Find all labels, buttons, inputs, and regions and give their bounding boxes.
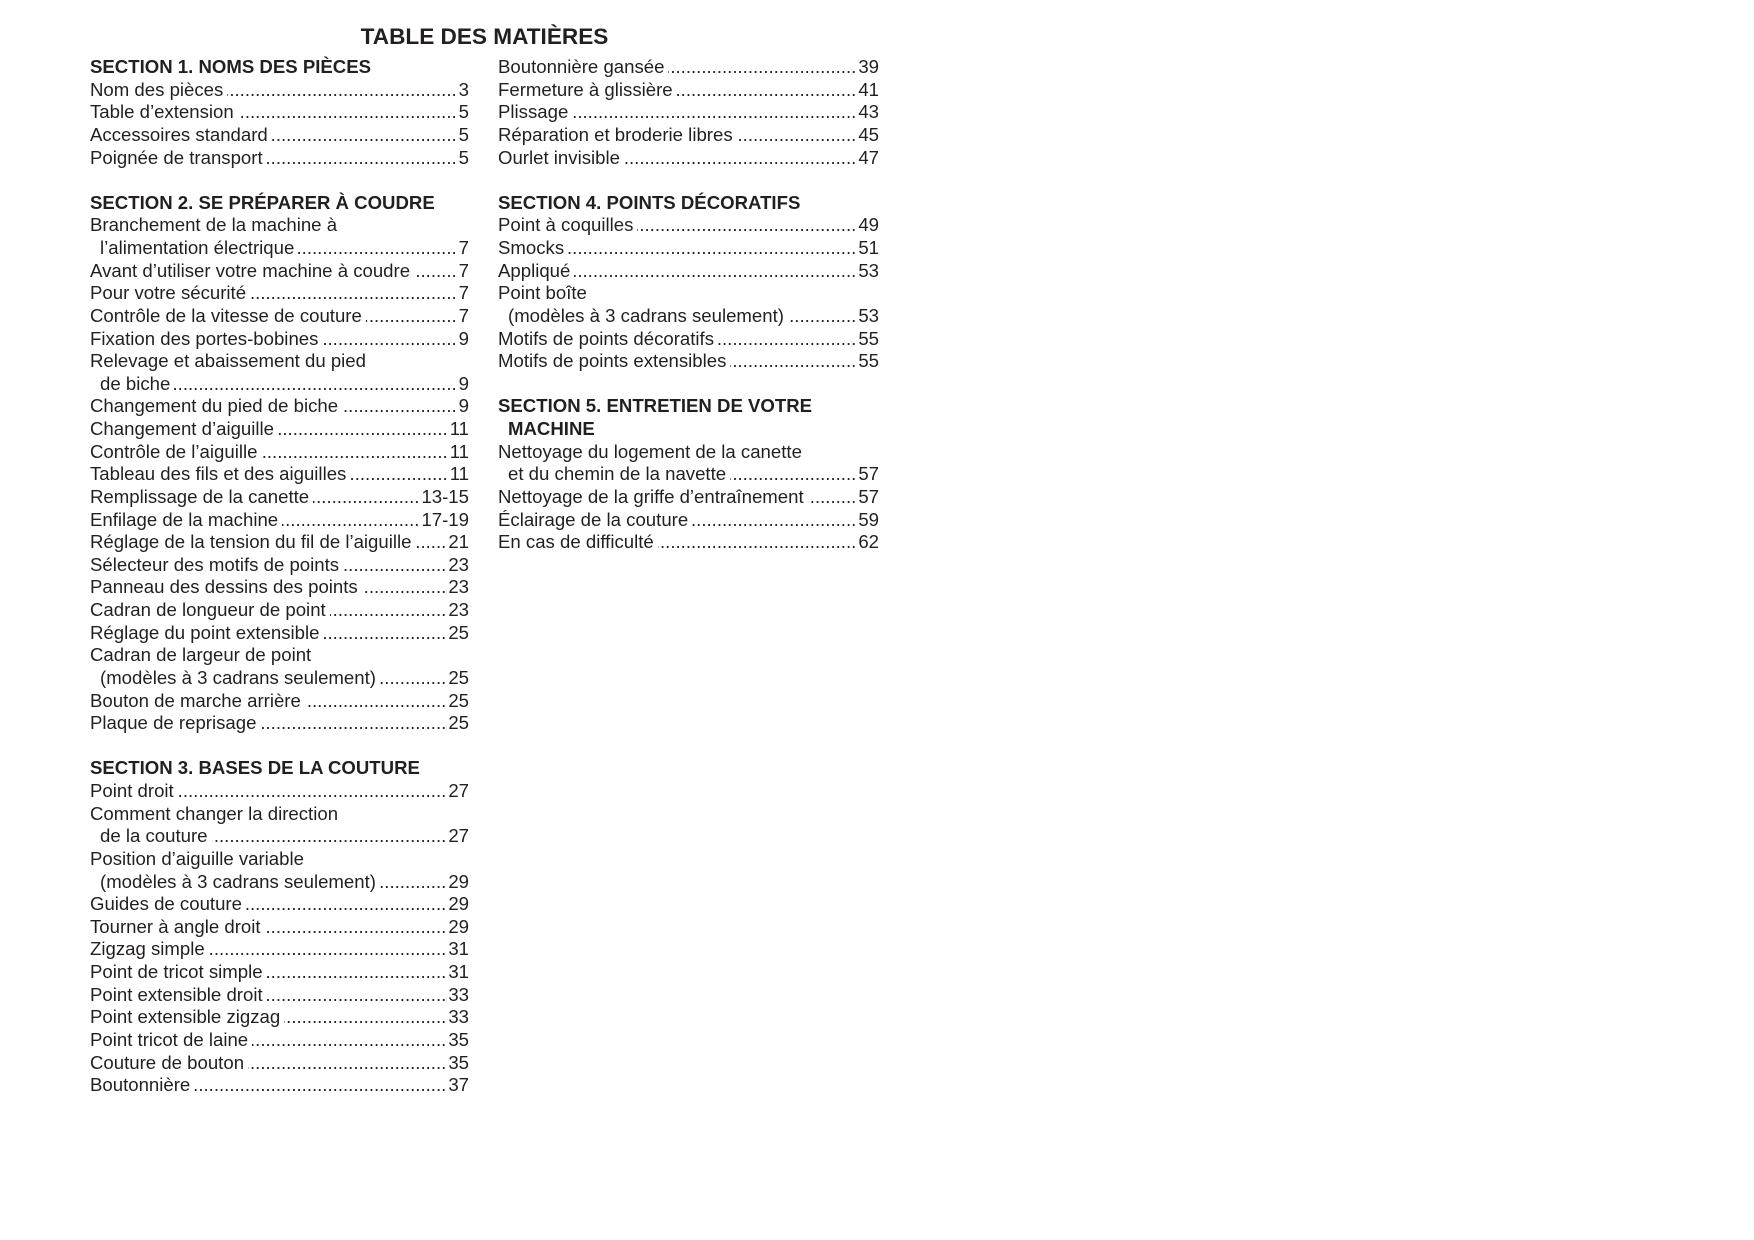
page-number: 23 — [448, 599, 469, 620]
toc-entry-line — [498, 260, 879, 283]
entry-title: Enfilage de la machine — [90, 508, 279, 530]
page-number: 55 — [858, 350, 879, 372]
page-number: 51 — [858, 237, 879, 258]
dot-leader — [330, 599, 447, 622]
page-number: 9 — [458, 327, 469, 349]
toc-entry — [90, 712, 469, 735]
toc-entry-line — [498, 214, 879, 237]
section-heading: SECTION 5. ENTRETIEN DE VOTRE — [498, 395, 813, 417]
page-number: 43 — [858, 101, 879, 123]
toc-entry-line — [90, 373, 469, 396]
page-number: 11 — [449, 463, 469, 485]
toc-entry — [90, 101, 469, 124]
toc-entry — [90, 554, 469, 577]
toc-entry — [498, 260, 879, 283]
dot-leader — [668, 56, 856, 79]
toc-entry-line — [90, 916, 469, 939]
toc-entry — [90, 1029, 469, 1052]
toc-entry — [498, 328, 879, 351]
entry-title: Bouton de marche arrière — [90, 689, 301, 711]
toc-entry-line — [498, 101, 879, 124]
page-number: 13-15 — [421, 485, 469, 507]
toc-entry — [498, 531, 879, 554]
page-number: 49 — [858, 214, 879, 236]
toc-entry-line — [90, 463, 469, 486]
toc-entry-line — [498, 237, 879, 260]
toc-entry-line — [90, 961, 469, 984]
dot-leader — [322, 328, 456, 351]
toc-entry — [90, 463, 469, 486]
page-number: 5 — [458, 123, 469, 145]
toc-entry — [90, 576, 469, 599]
toc-entry — [90, 260, 469, 283]
dot-leader — [313, 486, 419, 509]
entry-title: Table d’extension — [90, 101, 234, 123]
dot-leader — [737, 124, 857, 147]
dot-leader — [572, 101, 856, 124]
page-number: 21 — [448, 531, 469, 553]
dot-leader — [677, 79, 857, 102]
dot-leader — [238, 101, 457, 124]
toc-entry — [90, 124, 469, 147]
entry-title: Point boîte — [498, 282, 587, 304]
entry-title: Nettoyage de la griffe d’entraînement — [498, 485, 804, 507]
page-number: 9 — [458, 372, 469, 394]
entry-title: Pour votre sécurité — [90, 282, 247, 304]
table-of-contents — [90, 56, 879, 1156]
dot-leader — [261, 441, 447, 464]
entry-title: Point extensible zigzag — [90, 1006, 281, 1028]
page-number: 11 — [449, 418, 469, 439]
section-heading: SECTION 4. POINTS DÉCORATIFS — [498, 191, 801, 213]
toc-entry-line — [90, 328, 469, 351]
toc-entry-line — [90, 871, 469, 894]
dot-leader — [298, 237, 456, 260]
toc-entry-line — [90, 441, 469, 464]
entry-title: Smocks — [498, 237, 565, 258]
dot-leader — [343, 554, 446, 577]
entry-title: (modèles à 3 cadrans seulement) — [100, 666, 376, 688]
dot-leader — [718, 328, 856, 351]
entry-title: Avant d’utiliser votre machine à coudre — [90, 259, 411, 281]
page-number: 23 — [448, 553, 469, 575]
entry-title: Plissage — [498, 101, 569, 123]
dot-leader — [267, 984, 447, 1007]
toc-section — [90, 56, 469, 169]
entry-title: Réparation et broderie libres — [498, 123, 733, 145]
entry-title: Éclairage de la couture — [498, 508, 689, 530]
dot-leader — [366, 305, 457, 328]
page-number: 41 — [858, 78, 879, 100]
toc-entry — [90, 938, 469, 961]
toc-entry — [90, 1074, 469, 1097]
page-number: 7 — [458, 237, 469, 258]
toc-entry — [498, 101, 879, 124]
toc-entry-line — [90, 599, 469, 622]
toc-entry — [90, 441, 469, 464]
toc-entry-line — [90, 282, 469, 305]
toc-entry-line — [90, 622, 469, 645]
dot-leader — [808, 486, 857, 509]
dot-leader — [730, 350, 856, 373]
toc-entry-line — [90, 1029, 469, 1052]
entry-title: Changement d’aiguille — [90, 418, 274, 439]
page-number: 3 — [458, 78, 469, 100]
entry-title: Nettoyage du logement de la canette — [498, 440, 802, 462]
toc-entry-line — [498, 305, 879, 328]
toc-entry-line — [90, 893, 469, 916]
toc-column-right — [498, 56, 879, 554]
toc-entry-line — [90, 124, 469, 147]
toc-entry-line — [90, 147, 469, 170]
toc-entry-line-wrapped — [498, 282, 879, 305]
page-number: 9 — [458, 395, 469, 417]
entry-title: Accessoires standard — [90, 123, 268, 145]
toc-entry-line — [498, 56, 879, 79]
toc-entry-line — [90, 418, 469, 441]
page-number: 7 — [458, 282, 469, 304]
toc-entry — [498, 282, 879, 327]
entry-title: Zigzag simple — [90, 938, 205, 960]
toc-entry-line — [90, 554, 469, 577]
page-number: 37 — [448, 1074, 469, 1096]
dot-leader — [342, 395, 457, 418]
toc-entry — [90, 961, 469, 984]
toc-entry — [90, 531, 469, 554]
dot-leader — [658, 531, 857, 554]
toc-entry-line — [498, 350, 879, 373]
toc-entry — [90, 893, 469, 916]
entry-title: Point à coquilles — [498, 214, 634, 236]
toc-entry-line — [90, 984, 469, 1007]
page-number: 53 — [858, 259, 879, 281]
toc-title: TABLE DES MATIÈRES — [360, 24, 609, 49]
toc-entry — [498, 441, 879, 486]
page-number: 25 — [448, 621, 469, 643]
toc-entry — [90, 305, 469, 328]
section-heading: SECTION 1. NOMS DES PIÈCES — [90, 56, 372, 77]
page-number: 7 — [458, 259, 469, 281]
dot-leader — [324, 622, 447, 645]
dot-leader — [282, 509, 419, 532]
page-number: 57 — [858, 485, 879, 507]
entry-title: Comment changer la direction — [90, 802, 339, 824]
toc-entry-line — [498, 463, 879, 486]
toc-entry — [90, 282, 469, 305]
toc-entry-line — [90, 938, 469, 961]
dot-leader — [284, 1006, 446, 1029]
page-number: 5 — [458, 101, 469, 123]
dot-leader — [174, 373, 456, 396]
page-number: 53 — [858, 304, 879, 326]
dot-leader — [227, 79, 456, 102]
entry-title: Relevage et abaissement du pied — [90, 350, 366, 372]
entry-title: Couture de bouton — [90, 1051, 245, 1073]
entry-title: Contrôle de la vitesse de couture — [90, 304, 362, 326]
dot-leader — [788, 305, 856, 328]
dot-leader — [267, 961, 447, 984]
entry-title: Point de tricot simple — [90, 961, 263, 982]
dot-leader — [730, 463, 856, 486]
toc-entry-line — [90, 667, 469, 690]
entry-title: Ourlet invisible — [498, 146, 620, 168]
toc-entry — [90, 848, 469, 893]
entry-title: de biche — [100, 372, 171, 394]
entry-title: Appliqué — [498, 259, 571, 281]
page-number: 29 — [448, 893, 469, 915]
toc-entry-line — [90, 395, 469, 418]
entry-title: de la couture — [100, 825, 208, 847]
entry-title: l’alimentation électrique — [100, 237, 295, 258]
toc-entry-line — [90, 486, 469, 509]
entry-title: Changement du pied de biche — [90, 395, 339, 417]
toc-entry — [498, 350, 879, 373]
toc-entry — [90, 486, 469, 509]
entry-title: Point extensible droit — [90, 983, 263, 1005]
toc-entry — [498, 79, 879, 102]
toc-entry — [90, 599, 469, 622]
dot-leader — [246, 893, 446, 916]
entry-title: et du chemin de la navette — [508, 463, 727, 485]
dot-leader — [380, 667, 446, 690]
entry-title: Nom des pièces — [90, 78, 224, 100]
toc-entry-line — [498, 509, 879, 532]
page-number: 27 — [448, 825, 469, 847]
dot-leader — [278, 418, 448, 441]
entry-title: Panneau des dessins des points — [90, 576, 358, 598]
page-number: 33 — [448, 983, 469, 1005]
entry-title: Motifs de points décoratifs — [498, 327, 714, 349]
entry-title: En cas de difficulté — [498, 531, 654, 553]
page-number: 35 — [448, 1051, 469, 1073]
toc-entry-line — [498, 147, 879, 170]
page-number: 25 — [448, 689, 469, 711]
toc-entry — [90, 395, 469, 418]
toc-entry — [90, 418, 469, 441]
toc-entry — [90, 214, 469, 259]
toc-entry-line — [498, 328, 879, 351]
entry-title: Branchement de la machine à — [90, 214, 338, 236]
dot-leader — [212, 825, 447, 848]
dot-leader — [362, 576, 447, 599]
dot-leader — [194, 1074, 446, 1097]
toc-entry-line — [90, 305, 469, 328]
toc-entry — [498, 509, 879, 532]
entry-title: Point droit — [90, 780, 174, 801]
dot-leader — [624, 147, 856, 170]
toc-entry — [498, 486, 879, 509]
entry-title: Remplissage de la canette — [90, 485, 310, 507]
toc-entry — [90, 690, 469, 713]
toc-entry — [90, 644, 469, 689]
page-number: 29 — [448, 870, 469, 892]
dot-leader — [574, 260, 856, 283]
toc-entry-line-wrapped — [90, 803, 469, 826]
page-number: 57 — [858, 463, 879, 485]
toc-section — [498, 192, 879, 373]
toc-entry-line-wrapped — [90, 214, 469, 237]
section-heading: MACHINE — [508, 418, 595, 439]
dot-leader — [350, 463, 447, 486]
entry-title: Motifs de points extensibles — [498, 350, 727, 372]
entry-title: Tableau des fils et des aiguilles — [90, 463, 347, 485]
toc-entry-line — [498, 124, 879, 147]
page-number: 59 — [858, 508, 879, 530]
page-number: 11 — [449, 440, 469, 462]
entry-title: Réglage du point extensible — [90, 621, 320, 643]
entry-title: (modèles à 3 cadrans seulement) — [508, 304, 784, 326]
entry-title: Contrôle de l’aiguille — [90, 440, 258, 462]
toc-entry — [498, 214, 879, 237]
page-number: 17-19 — [421, 508, 469, 530]
dot-leader — [692, 509, 856, 532]
toc-entry — [90, 79, 469, 102]
toc-entry-line — [90, 531, 469, 554]
dot-leader — [415, 531, 446, 554]
toc-entry — [90, 509, 469, 532]
entry-title: Cadran de longueur de point — [90, 599, 326, 620]
toc-entry — [90, 984, 469, 1007]
entry-title: Guides de couture — [90, 893, 242, 915]
entry-title: Sélecteur des motifs de points — [90, 553, 340, 575]
toc-entry-line — [90, 780, 469, 803]
section-heading: SECTION 2. SE PRÉPARER À COUDRE — [90, 191, 435, 213]
toc-entry — [90, 1006, 469, 1029]
toc-entry — [90, 147, 469, 170]
page-number: 55 — [858, 327, 879, 349]
entry-title: Fixation des portes-bobines — [90, 327, 319, 349]
toc-entry-line-wrapped — [90, 644, 469, 667]
dot-leader — [414, 260, 457, 283]
page-number: 25 — [448, 712, 469, 734]
toc-column-left — [90, 56, 469, 1097]
page-number: 47 — [858, 146, 879, 168]
page-number: 31 — [448, 938, 469, 960]
dot-leader — [178, 780, 447, 803]
toc-entry-line-wrapped — [90, 848, 469, 871]
section-heading: SECTION 3. BASES DE LA COUTURE — [90, 757, 420, 779]
dot-leader — [260, 712, 446, 735]
toc-entry — [498, 147, 879, 170]
dot-leader — [209, 938, 447, 961]
toc-entry-line — [90, 260, 469, 283]
toc-entry-line — [90, 237, 469, 260]
entry-title: Position d’aiguille variable — [90, 847, 304, 869]
toc-section — [90, 192, 469, 735]
page-number: 25 — [448, 666, 469, 688]
toc-entry-line — [90, 690, 469, 713]
toc-section-continued — [498, 56, 879, 169]
page-number: 62 — [858, 531, 879, 553]
toc-section — [498, 395, 879, 553]
dot-leader — [267, 147, 457, 170]
entry-title: Cadran de largeur de point — [90, 644, 312, 666]
toc-entry-line — [90, 1052, 469, 1075]
dot-leader — [568, 237, 856, 260]
entry-title: Boutonnière — [90, 1074, 191, 1096]
toc-entry — [90, 622, 469, 645]
page-number: 33 — [448, 1006, 469, 1028]
dot-leader — [305, 690, 446, 713]
toc-entry-line — [90, 101, 469, 124]
toc-entry-line-wrapped — [90, 350, 469, 373]
toc-entry — [90, 803, 469, 848]
toc-entry — [498, 56, 879, 79]
page-number: 23 — [448, 576, 469, 598]
dot-leader — [637, 214, 856, 237]
page-number: 29 — [448, 915, 469, 937]
entry-title: Réglage de la tension du fil de l’aiguille — [90, 531, 412, 553]
dot-leader — [252, 1029, 446, 1052]
toc-entry — [90, 328, 469, 351]
toc-entry-line — [90, 825, 469, 848]
entry-title: Fermeture à glissière — [498, 78, 673, 100]
toc-entry — [498, 237, 879, 260]
entry-title: Point tricot de laine — [90, 1028, 249, 1050]
toc-entry — [90, 780, 469, 803]
page-number: 27 — [448, 780, 469, 801]
toc-section — [90, 757, 469, 1096]
page-number: 31 — [448, 961, 469, 982]
page-number: 45 — [858, 123, 879, 145]
page-number: 35 — [448, 1028, 469, 1050]
entry-title: Poignée de transport — [90, 146, 263, 168]
toc-entry-line — [498, 531, 879, 554]
toc-entry — [90, 350, 469, 395]
toc-entry-line — [90, 576, 469, 599]
toc-entry-line — [90, 1006, 469, 1029]
page-number: 5 — [458, 146, 469, 168]
dot-leader — [265, 916, 447, 939]
entry-title: Tourner à angle droit — [90, 915, 261, 937]
toc-entry-line — [90, 712, 469, 735]
toc-entry — [90, 1052, 469, 1075]
entry-title: Plaque de reprisage — [90, 712, 257, 734]
toc-entry — [90, 916, 469, 939]
toc-entry-line — [90, 1074, 469, 1097]
toc-entry-line — [90, 509, 469, 532]
toc-entry-line — [498, 79, 879, 102]
toc-entry-line — [498, 486, 879, 509]
dot-leader — [380, 871, 446, 894]
toc-entry — [498, 124, 879, 147]
dot-leader — [250, 282, 457, 305]
entry-title: (modèles à 3 cadrans seulement) — [100, 870, 376, 892]
dot-leader — [248, 1052, 446, 1075]
toc-entry-line-wrapped — [498, 441, 879, 464]
entry-title: Boutonnière gansée — [498, 56, 665, 77]
toc-entry-line — [90, 79, 469, 102]
page-number: 7 — [458, 304, 469, 326]
dot-leader — [272, 124, 457, 147]
page-number: 39 — [858, 56, 879, 77]
